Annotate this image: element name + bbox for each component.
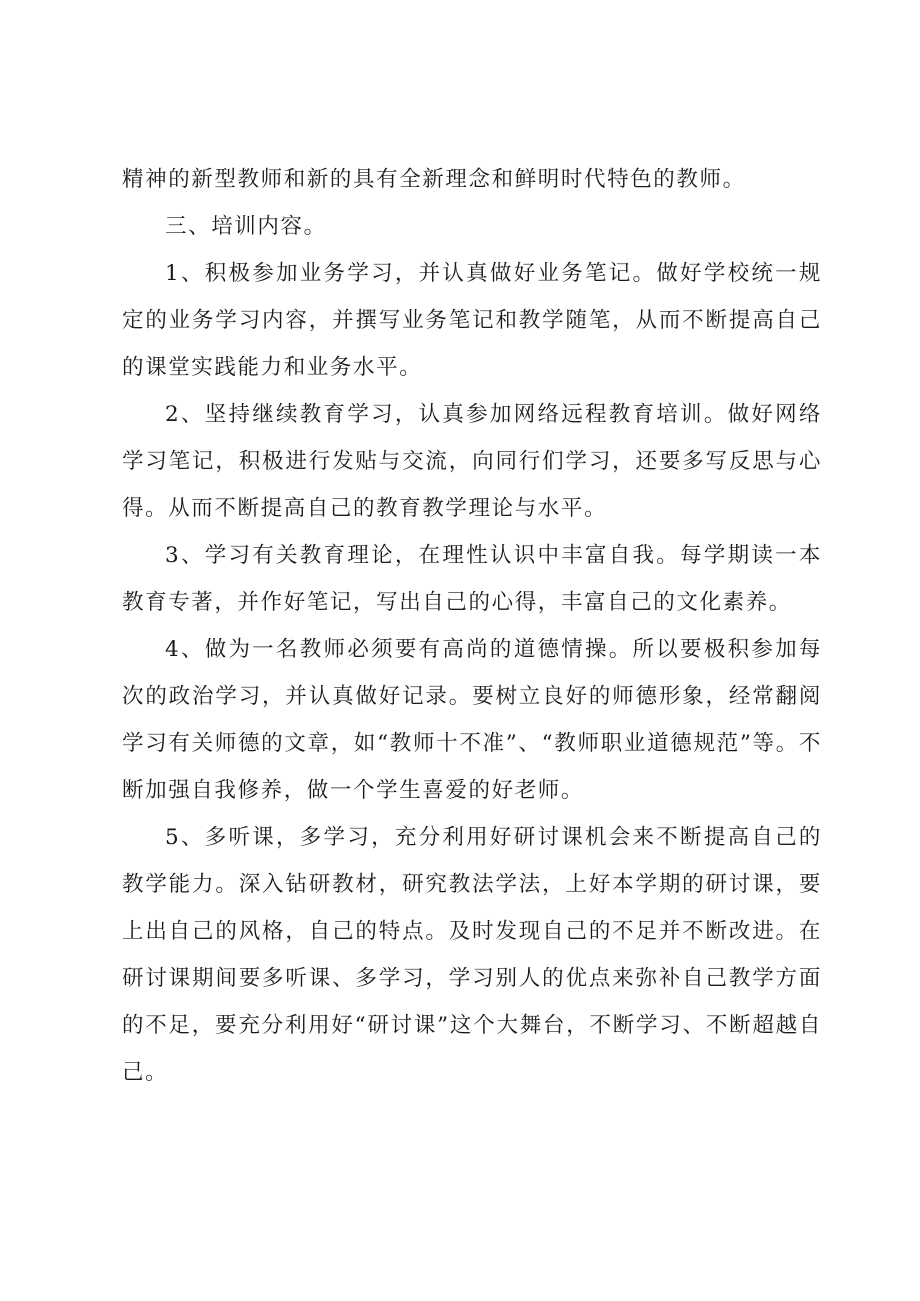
paragraph-item-4: 4、做为一名教师必须要有高尚的道德情操。所以要极积参加每次的政治学习，并认真做好记录。要树立良好的师德形象，经常翻阅学习有关师德的文章，如“教师十不准”、“教师职业道德规范”等。不断加强自我修养，做一个学生喜爱的好老师。	[122, 637, 822, 803]
paragraph-continuation: 精神的新型教师和新的具有全新理念和鲜明时代特色的教师。	[122, 167, 746, 192]
paragraph-item-1: 1、积极参加业务学习，并认真做好业务笔记。做好学校统一规定的业务学习内容，并撰写业务笔记和教学随笔，从而不断提高自己的课堂实践能力和业务水平。	[122, 261, 822, 380]
section-heading-training-content: 三、培训内容。	[165, 214, 327, 239]
paragraph-item-5: 5、多听课，多学习，充分利用好研讨课机会来不断提高自己的教学能力。深入钻研教材，研究教法学法，上好本学期的研讨课，要上出自己的风格，自己的特点。及时发现自己的不足并不断改进。在研讨课期间要多听课、多学习，学习别人的优点来弥补自己教学方面的不足，要充分利用好“研讨课”这个大舞台，不断学习、不断超越自己。	[122, 825, 822, 1085]
paragraph-item-2: 2、坚持继续教育学习，认真参加网络远程教育培训。做好网络学习笔记，积极进行发贴与交流，向同行们学习，还要多写反思与心得。从而不断提高自己的教育教学理论与水平。	[122, 402, 822, 521]
document-body	[122, 156, 822, 1096]
paragraph-item-3: 3、学习有关教育理论，在理性认识中丰富自我。每学期读一本教育专著，并作好笔记，写出自己的心得，丰富自己的文化素养。	[122, 543, 822, 615]
